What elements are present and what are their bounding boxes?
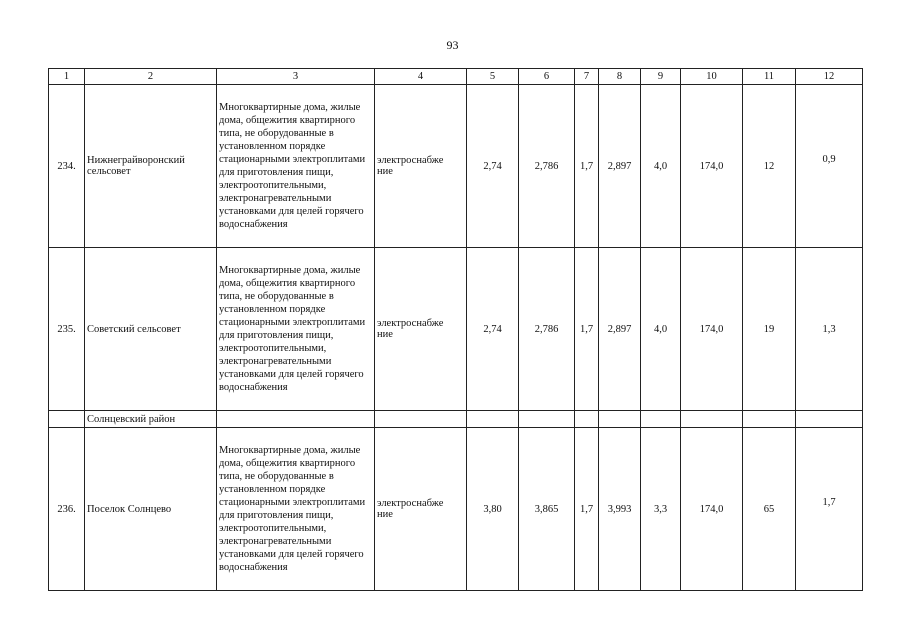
empty-cell — [641, 411, 681, 428]
column-number: 12 — [796, 69, 863, 85]
column-number: 2 — [85, 69, 217, 85]
table-row — [49, 85, 863, 248]
cell-col10: 174,0 — [681, 248, 743, 411]
cell-col8: 2,897 — [599, 85, 641, 248]
cell-col11: 65 — [743, 428, 796, 591]
empty-cell — [743, 411, 796, 428]
utility-type: электроснабже ние — [375, 85, 467, 248]
empty-cell — [49, 411, 85, 428]
utility-type: электроснабже ние — [375, 248, 467, 411]
empty-cell — [681, 411, 743, 428]
column-number: 5 — [467, 69, 519, 85]
page-number: 93 — [446, 38, 459, 52]
cell-col7: 1,7 — [575, 248, 599, 411]
district-name: Солнцевский район — [85, 411, 217, 428]
cell-col12-value: 0,9 — [822, 153, 836, 165]
cell-col10: 174,0 — [681, 428, 743, 591]
cell-col5: 2,74 — [467, 85, 519, 248]
empty-cell — [467, 411, 519, 428]
housing-category: Многоквартирные дома, жилые дома, общежития квартирного типа, не оборудованные в установленном порядке стационарными электроплитами для приготовления пищи, электроотопительными, электронагревательными установками для целей горячего водоснабжения — [217, 428, 375, 591]
cell-col5: 3,80 — [467, 428, 519, 591]
column-number: 10 — [681, 69, 743, 85]
column-number: 1 — [49, 69, 85, 85]
housing-category: Многоквартирные дома, жилые дома, общежития квартирного типа, не оборудованные в установленном порядке стационарными электроплитами для приготовления пищи, электроотопительными, электронагревательными установками для целей горячего водоснабжения — [217, 248, 375, 411]
cell-col6: 3,865 — [519, 428, 575, 591]
column-number: 9 — [641, 69, 681, 85]
municipality-name: Советский сельсовет — [85, 248, 217, 411]
empty-cell — [575, 411, 599, 428]
housing-category: Многоквартирные дома, жилые дома, общежития квартирного типа, не оборудованные в установленном порядке стационарными электроплитами для приготовления пищи, электроотопительными, электронагревательными установками для целей горячего водоснабжения — [217, 85, 375, 248]
municipality-name: Поселок Солнцево — [85, 428, 217, 591]
cell-col12 — [796, 85, 863, 248]
utility-type: электроснабже ние — [375, 428, 467, 591]
cell-col7: 1,7 — [575, 85, 599, 248]
column-number: 3 — [217, 69, 375, 85]
cell-col6: 2,786 — [519, 248, 575, 411]
cell-col9: 4,0 — [641, 85, 681, 248]
table-row — [49, 428, 863, 591]
cell-col6: 2,786 — [519, 85, 575, 248]
cell-col12: 1,3 — [796, 248, 863, 411]
column-number: 6 — [519, 69, 575, 85]
row-number: 234. — [49, 85, 85, 248]
empty-cell — [599, 411, 641, 428]
row-number: 236. — [49, 428, 85, 591]
empty-cell — [375, 411, 467, 428]
empty-cell — [519, 411, 575, 428]
column-number: 4 — [375, 69, 467, 85]
cell-col11: 12 — [743, 85, 796, 248]
cell-col12 — [796, 428, 863, 591]
column-number-row — [49, 69, 863, 85]
cell-col10: 174,0 — [681, 85, 743, 248]
cell-col11: 19 — [743, 248, 796, 411]
cell-col12-value: 1,7 — [822, 496, 836, 508]
cell-col8: 2,897 — [599, 248, 641, 411]
cell-col7: 1,7 — [575, 428, 599, 591]
empty-cell — [796, 411, 863, 428]
municipality-name: Нижнеграйворонский сельсовет — [85, 85, 217, 248]
column-number: 7 — [575, 69, 599, 85]
empty-cell — [217, 411, 375, 428]
section-row — [49, 411, 863, 428]
cell-col9: 3,3 — [641, 428, 681, 591]
cell-col8: 3,993 — [599, 428, 641, 591]
column-number: 11 — [743, 69, 796, 85]
cell-col9: 4,0 — [641, 248, 681, 411]
tariff-table — [48, 68, 863, 591]
cell-col5: 2,74 — [467, 248, 519, 411]
row-number: 235. — [49, 248, 85, 411]
column-number: 8 — [599, 69, 641, 85]
table-row — [49, 248, 863, 411]
